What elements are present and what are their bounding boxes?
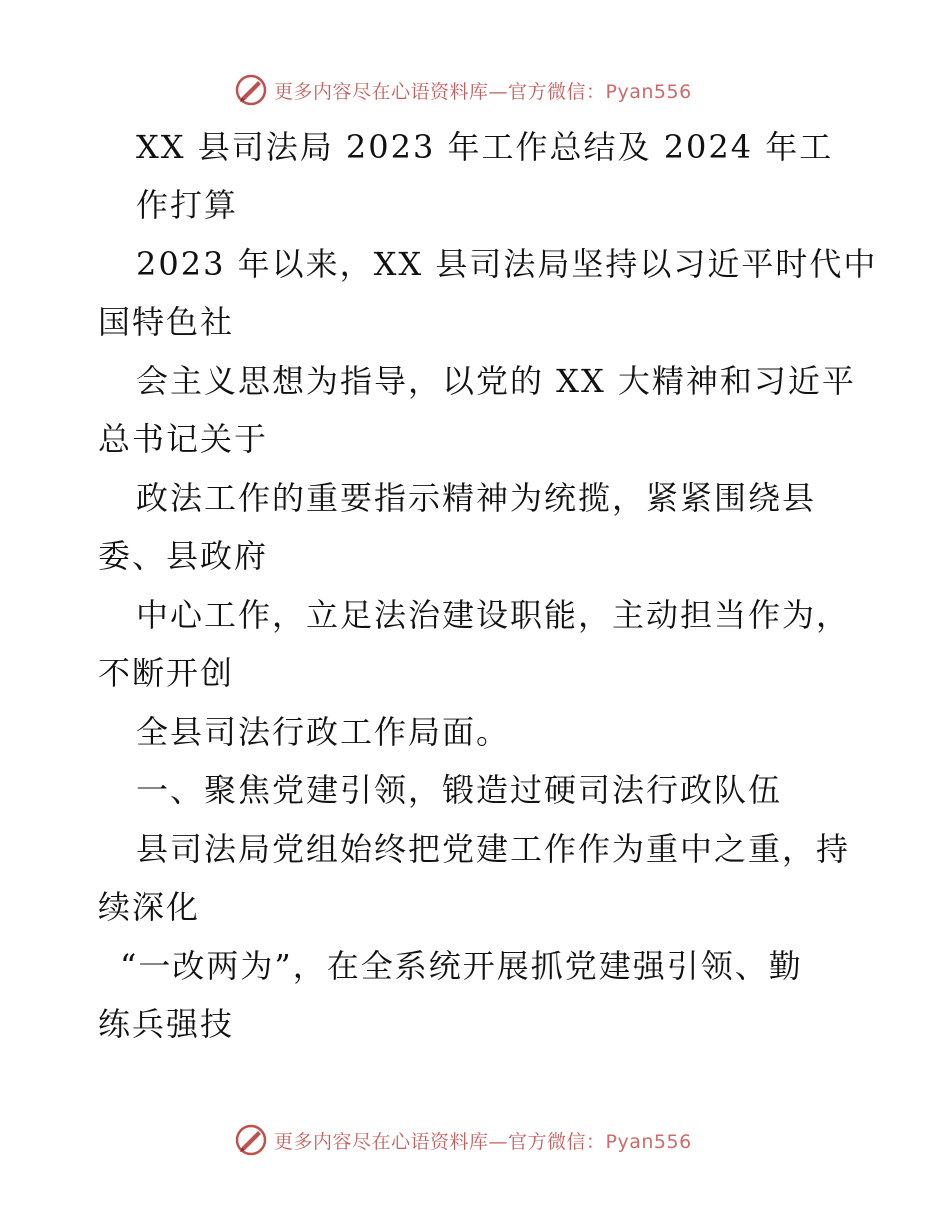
watermark-text: 更多内容尽在心语资料库—官方微信：Pyan556 (274, 80, 692, 103)
paragraph-line: 会主义思想为指导，以党的 XX 大精神和习近平 (136, 362, 856, 400)
watermark-text: 更多内容尽在心语资料库—官方微信：Pyan556 (274, 1130, 692, 1153)
paragraph-line: 2023 年以来，XX 县司法局坚持以习近平时代中 (136, 245, 878, 283)
section-heading: 一、聚焦党建引领，锻造过硬司法行政队伍 (136, 771, 783, 809)
watermark-banner-top (234, 72, 692, 108)
paragraph-line: 全县司法行政工作局面。 (136, 713, 511, 751)
paragraph-line: 委、县政府 (98, 537, 269, 575)
watermark-banner-bottom (234, 1122, 692, 1158)
wechat-id: Pyan556 (605, 80, 692, 103)
paragraph-line: 政法工作的重要指示精神为统揽，紧紧围绕县 (136, 479, 817, 517)
paragraph-line: 练兵强技 (98, 1005, 235, 1043)
paragraph-line: “一改两为”，在全系统开展抓党建强引领、勤 (120, 947, 803, 985)
paragraph-line: 县司法局党组始终把党建工作作为重中之重，持 (136, 830, 851, 868)
paragraph-line: 总书记关于 (98, 420, 269, 458)
paragraph-line: 中心工作，立足法治建设职能，主动担当作为， (136, 596, 851, 634)
title-line-1: XX 县司法局 2023 年工作总结及 2024 年工 (136, 128, 834, 166)
paragraph-line: 续深化 (98, 888, 201, 926)
paragraph-line: 国特色社 (98, 303, 235, 341)
title-line-2: 作打算 (136, 186, 239, 224)
pen-logo-icon (234, 73, 268, 107)
wechat-id: Pyan556 (605, 1130, 692, 1153)
paragraph-line: 不断开创 (98, 654, 235, 692)
pen-logo-icon (234, 1123, 268, 1157)
